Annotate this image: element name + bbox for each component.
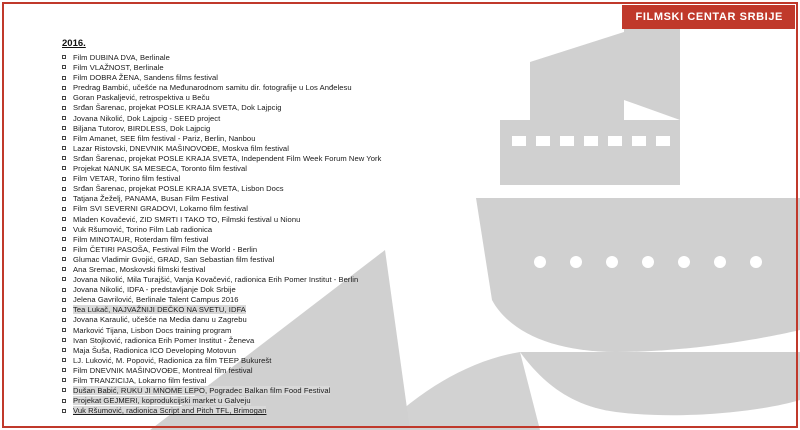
list-item <box>62 245 622 255</box>
checkbox-icon <box>62 227 66 231</box>
list-item <box>62 93 622 103</box>
list-item <box>62 63 622 73</box>
list-item-label: Srđan Šarenac, projekat POSLE KRAJA SVETA, Lisbon Docs <box>73 184 284 194</box>
checkbox-icon <box>62 257 66 261</box>
list-item-label: Biljana Tutorov, BIRDLESS, Dok Lajpcig <box>73 123 211 133</box>
list-item <box>62 336 622 346</box>
list-item <box>62 144 622 154</box>
checkbox-icon <box>62 399 66 403</box>
list-item <box>62 164 622 174</box>
checkbox-icon <box>62 409 66 413</box>
checkbox-icon <box>62 177 66 181</box>
list-item-label: Film Amanet, SEE film festival - Pariz, Berlin, Nanbou <box>73 133 256 143</box>
list-item-label: Ana Sremac, Moskovski filmski festival <box>73 264 206 274</box>
list-item-label: Srđan Šarenac, projekat POSLE KRAJA SVETA, Independent Film Week Forum New York <box>73 153 382 163</box>
list-item-label: Ivan Stojković, radionica Erih Pomer Institut - Ženeva <box>73 335 255 345</box>
checkbox-icon <box>62 166 66 170</box>
list-item-label: Srđan Šarenac, projekat POSLE KRAJA SVETA, Dok Lajpcig <box>73 103 282 113</box>
list-item-label: Film SVI SEVERNI GRADOVI, Lokarno film festival <box>73 204 248 214</box>
list-item-label: Film DOBRA ŽENA, Sandens films festival <box>73 73 219 83</box>
year-heading: 2016. <box>62 38 86 49</box>
list-item <box>62 154 622 164</box>
list-item-label: Tatjana Žeželj, PANAMA, Busan Film Festival <box>73 194 229 204</box>
list-item <box>62 174 622 184</box>
checkbox-icon <box>62 247 66 251</box>
list-item <box>62 346 622 356</box>
checkbox-icon <box>62 318 66 322</box>
checkbox-icon <box>62 368 66 372</box>
checkbox-icon <box>62 136 66 140</box>
checkbox-icon <box>62 217 66 221</box>
list-item-label: Film VLAŽNOST, Berlinale <box>73 63 164 73</box>
list-item-label: Vuk Ršumović, radionica Script and Pitch TFL, Brimogan <box>73 406 267 416</box>
logo-banner: FILMSKI CENTAR SRBIJE <box>622 5 795 29</box>
checkbox-icon <box>62 86 66 90</box>
checkbox-icon <box>62 288 66 292</box>
list-item-label: Vuk Ršumović, Torino Film Lab radionica <box>73 224 213 234</box>
list-item-label: Film TRANZICIJA, Lokarno film festival <box>73 376 207 385</box>
list-item-label: Predrag Bambić, učešće na Međunarodnom samitu dir. fotografije u Los Anđelesu <box>73 83 352 93</box>
list-item <box>62 295 622 305</box>
checkbox-icon <box>62 308 66 312</box>
checkbox-icon <box>62 237 66 241</box>
list-item-label: Glumac Vladimir Gvojić, GRAD, San Sebastian film festival <box>73 254 275 264</box>
list-item <box>62 265 622 275</box>
list-item <box>62 103 622 113</box>
checkbox-icon <box>62 328 66 332</box>
checkbox-icon <box>62 348 66 352</box>
list-item <box>62 386 622 396</box>
list-item-label: Jovana Nikolić, Dok Lajpcig - SEED project <box>73 113 221 123</box>
checkbox-icon <box>62 378 66 382</box>
checkbox-icon <box>62 156 66 160</box>
list-item-label: Jelena Gavrilović, Berlinale Talent Campus 2016 <box>73 295 239 305</box>
list-item-label: Maja Šuša, Radionica ICO Developing Motovun <box>73 345 236 355</box>
list-item <box>62 396 622 406</box>
checkbox-icon <box>62 126 66 130</box>
list-item <box>62 356 622 366</box>
list-item-label: Projekat GEJMERI, koprodukcijski market u Galveju <box>73 396 251 406</box>
list-item <box>62 124 622 134</box>
list-item <box>62 315 622 325</box>
list-item <box>62 53 622 63</box>
list-item-label: Lazar Ristovski, DNEVNIK MAŠINOVOĐE, Moskva film festival <box>73 143 289 153</box>
checkbox-icon <box>62 65 66 69</box>
list-item-label: Film ČETIRI PASOŠA, Festival Film the World - Berlin <box>73 244 258 254</box>
list-item <box>62 275 622 285</box>
list-item <box>62 134 622 144</box>
checkbox-icon <box>62 298 66 302</box>
checkbox-icon <box>62 388 66 392</box>
list-item <box>62 204 622 214</box>
checkbox-icon <box>62 197 66 201</box>
list-item <box>62 184 622 194</box>
checkbox-icon <box>62 267 66 271</box>
list-item <box>62 235 622 245</box>
list-item-label: Jovana Nikolić, IDFA - predstavljanje Dok Srbije <box>73 285 236 295</box>
checkbox-icon <box>62 96 66 100</box>
checkbox-icon <box>62 358 66 362</box>
checkbox-icon <box>62 146 66 150</box>
list-item <box>62 376 622 386</box>
list-item <box>62 285 622 295</box>
list-item-label: Jovana Nikolić, Mila Turajšić, Vanja Kovačević, radionica Erih Pomer Institut - Berlin <box>73 275 359 285</box>
list-item-label: Film MINOTAUR, Roterdam film festival <box>73 234 209 244</box>
list-item <box>62 366 622 376</box>
festival-list <box>62 53 622 416</box>
checkbox-icon <box>62 76 66 80</box>
list-item <box>62 83 622 93</box>
list-item-label: Film DUBINA DVA, Berlinale <box>73 53 170 62</box>
list-item <box>62 73 622 83</box>
list-item-label: Tea Lukač, NAJVAŽNIJI DEČKO NA SVETU, IDFA <box>73 305 246 315</box>
list-item-label: Marković Tijana, Lisbon Docs training program <box>73 325 232 335</box>
checkbox-icon <box>62 187 66 191</box>
checkbox-icon <box>62 106 66 110</box>
checkbox-icon <box>62 207 66 211</box>
list-item-label: Projekat NANUK SA MESECA, Toronto film festival <box>73 164 247 174</box>
list-item-label: Dušan Babić, RUKU JI MNOME LEPO, Pogradec Balkan film Food Festival <box>73 386 331 396</box>
checkbox-icon <box>62 338 66 342</box>
list-item <box>62 305 622 315</box>
list-item-label: Mladen Kovačević, ZID SMRTI I TAKO TO, Filmski festival u Nionu <box>73 214 301 224</box>
list-item-label: LJ. Luković, M. Popović, Radionica za film TEEP Bukurešt <box>73 355 272 365</box>
document-content <box>62 38 622 416</box>
list-item <box>62 406 622 416</box>
list-item-label: Goran Paskaljević, retrospektiva u Beču <box>73 93 210 103</box>
list-item-label: Jovana Karaulić, učešće na Media danu u Zagrebu <box>73 315 247 325</box>
checkbox-icon <box>62 277 66 281</box>
list-item-label: Film DNEVNIK MAŠINOVOĐE, Montreal film festival <box>73 365 253 375</box>
list-item <box>62 194 622 204</box>
list-item <box>62 255 622 265</box>
checkbox-icon <box>62 55 66 59</box>
list-item <box>62 114 622 124</box>
checkbox-icon <box>62 116 66 120</box>
list-item <box>62 326 622 336</box>
list-item-label: Film VETAR, Torino film festival <box>73 174 181 184</box>
list-item <box>62 225 622 235</box>
list-item <box>62 215 622 225</box>
